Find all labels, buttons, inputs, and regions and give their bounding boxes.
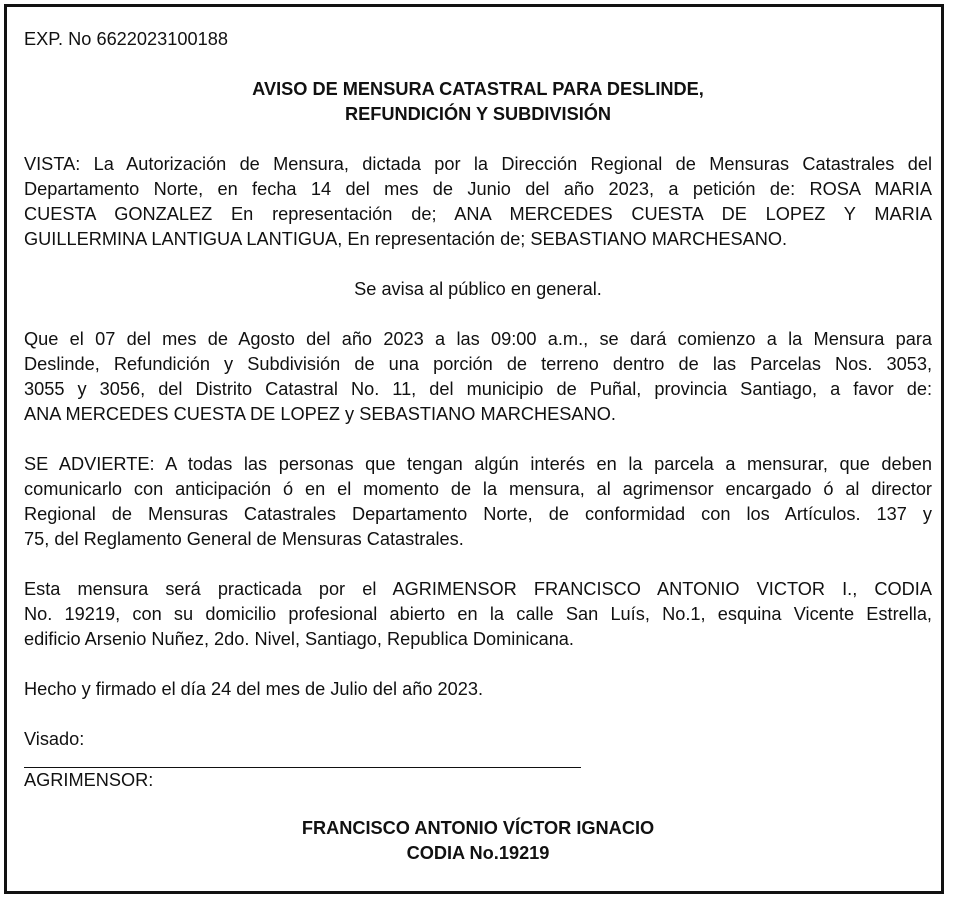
vista-line: Departamento Norte, en fecha 14 del mes de Junio del año 2023, a petición de: ROSA MARIA: [24, 179, 932, 199]
agrimensor-paragraph: [24, 577, 932, 652]
visado-label: Visado:: [24, 729, 85, 749]
agrimensor-line: edificio Arsenio Nuñez, 2do. Nivel, Santiago, Republica Dominicana.: [24, 629, 574, 649]
mensura-line: 3055 y 3056, del Distrito Catastral No. 11, del municipio de Puñal, provincia Santiago, a favor de:: [24, 379, 932, 399]
mensura-line: Deslinde, Refundición y Subdivisión de una porción de terreno dentro de las Parcelas Nos. 3053,: [24, 354, 932, 374]
mensura-line: ANA MERCEDES CUESTA DE LOPEZ y SEBASTIANO MARCHESANO.: [24, 404, 616, 424]
agrimensor-label: AGRIMENSOR:: [24, 770, 154, 790]
advierte-line: SE ADVIERTE: A todas las personas que tengan algún interés en la parcela a mensurar, que deben: [24, 454, 932, 474]
advierte-line: comunicarlo con anticipación ó en el momento de la mensura, al agrimensor encargado ó al director: [24, 479, 932, 499]
agrimensor-line: No. 19219, con su domicilio profesional abierto en la calle San Luís, No.1, esquina Vicente Estrella,: [24, 604, 932, 624]
vista-line: VISTA: La Autorización de Mensura, dictada por la Dirección Regional de Mensuras Catastrales del: [24, 154, 932, 174]
advierte-line: Regional de Mensuras Catastrales Departamento Norte, de conformidad con los Artículos. 137 y: [24, 504, 932, 524]
public-notice: Se avisa al público en general.: [354, 279, 602, 299]
signer-codia: CODIA No.19219: [406, 843, 550, 863]
notice-border: [4, 4, 944, 894]
signer-name: FRANCISCO ANTONIO VÍCTOR IGNACIO: [301, 818, 655, 838]
notice-title-line-2: REFUNDICIÓN Y SUBDIVISIÓN: [344, 104, 612, 124]
notice-title-line-1: AVISO DE MENSURA CATASTRAL PARA DESLINDE,: [252, 79, 704, 99]
hecho-line: Hecho y firmado el día 24 del mes de Julio del año 2023.: [24, 679, 484, 699]
mensura-paragraph: [24, 327, 932, 427]
agrimensor-line: Esta mensura será practicada por el AGRIMENSOR FRANCISCO ANTONIO VICTOR I., CODIA: [24, 579, 932, 599]
vista-line: CUESTA GONZALEZ En representación de; ANA MERCEDES CUESTA DE LOPEZ Y MARIA: [24, 204, 932, 224]
advierte-line: 75, del Reglamento General de Mensuras Catastrales.: [24, 529, 464, 549]
vista-paragraph: [24, 152, 932, 252]
signer-block: [24, 816, 932, 866]
vista-line: GUILLERMINA LANTIGUA LANTIGUA, En representación de; SEBASTIANO MARCHESANO.: [24, 229, 788, 249]
expedient-number: EXP. No 6622023100188: [24, 29, 228, 49]
notice-content: [24, 27, 932, 866]
mensura-line: Que el 07 del mes de Agosto del año 2023 a las 09:00 a.m., se dará comienzo a la Mensura para: [24, 329, 932, 349]
notice-title: [24, 77, 932, 127]
advierte-paragraph: [24, 452, 932, 552]
